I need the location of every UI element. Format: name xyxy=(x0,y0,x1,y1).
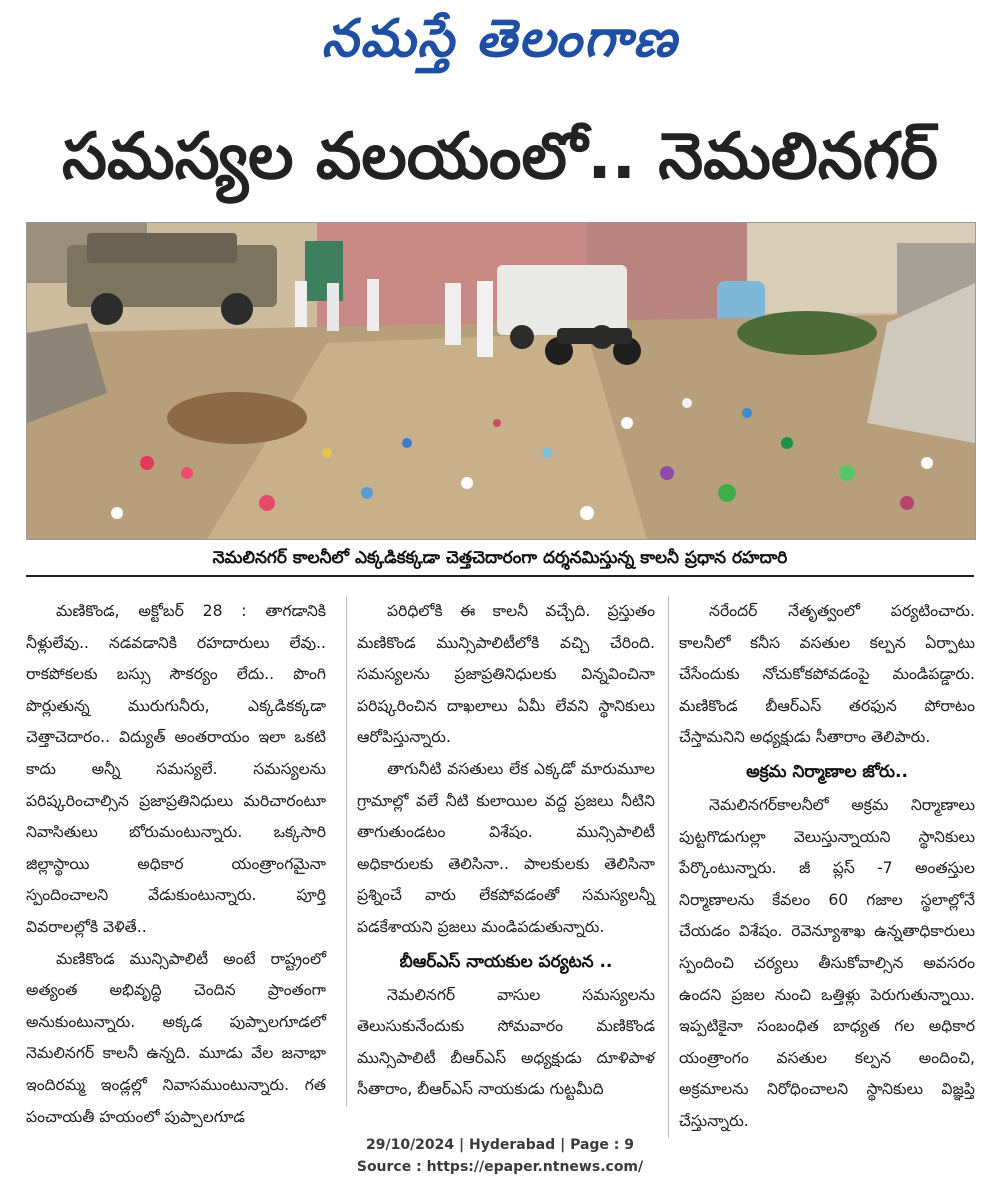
section-subheading: అక్రమ నిర్మాణాల జోరు.. xyxy=(746,761,908,782)
section-subheading: బీఆర్ఎస్ నాయకుల పర్యటన .. xyxy=(399,951,613,972)
article-paragraph: నెమలినగర్‌కాలనీలో అక్రమ నిర్మాణాలు పుట్టగొడుగుల్లా వెలుస్తున్నాయని స్థానికులు పేర్కొంటున్నారు. జీ ప్లస్ -7 అంతస్తుల నిర్మాణాలను కేవలం 60 గజాల స్థలాల్లోనే చేయడం విశేషం. రెవెన్యూశాఖ ఉన్నతాధికారులు స్పందించి చర్యలు తీసుకోవాల్సిన అవసరం ఉందని ప్రజల నుంచి ఒత్తిళ్లు పెరుగుతున్నాయి. ఇప్పటికైనా సంబంధిత బాధ్యత గల అధికార యంత్రాంగం వసతుల కల్పన అందించి, అక్రమాలను నిరోధించాలని స్థానికులు విజ్ఞప్తి చేస్తున్నారు. xyxy=(679,795,975,1130)
page-footer xyxy=(0,1134,1000,1178)
edition-info: 29/10/2024 | Hyderabad | Page : 9 xyxy=(365,1137,635,1153)
article-column-2 xyxy=(346,596,655,1106)
article-headline: సమస్యల వలయంలో.. నెమలినగర్ xyxy=(62,120,938,194)
photo-caption: నెమలినగర్ కాలనీలో ఎక్కడికక్కడా చెత్తచెదారంగా దర్శనమిస్తున్న కాలనీ ప్రధాన రహదారి xyxy=(26,541,974,577)
article-paragraph: మణికొండ, అక్టోబర్ 28 : తాగడానికి నీళ్లులేవు.. నడవడానికి రహదారులు లేవు.. రాకపోకలకు బస్సు సౌకర్యం లేదు.. పొంగి పొర్లుతున్న మురుగునీరు, ఎక్కడికక్కడా చెత్తాచెదారం.. విద్యుత్ అంతరాయం ఇలా ఒకటి కాదు అన్నీ సమస్యలే. సమస్యలను పరిష్కరించాల్సిన ప్రజాప్రతినిధులు మరిచారంటూ నివాసితులు బోరుమంటున్నారు. ఒక్కసారి జిల్లాస్థాయి అధికార యంత్రాంగమైనా స్పందించాలని వేడుకుంటున్నారు. పూర్తి వివరాలల్లోకి వెళితే.. xyxy=(26,602,326,936)
article-column-1 xyxy=(26,596,326,1133)
article-paragraph: నెమలినగర్ వాసుల సమస్యలను తెలుసుకునేందుకు సోమవారం మణికొండ మున్సిపాలిటీ బీఆర్ఎస్ అధ్యక్షుడు దూళిపాళ సీతారాం, బీఆర్ఎస్ నాయకుడు గుట్టమీది xyxy=(357,985,655,1099)
article-paragraph: నరేందర్ నేతృత్వంలో పర్యటించారు. కాలనీలో కనీస వసతుల కల్పన ఏర్పాటు చేసేందుకు నోచుకోకపోవడంపై మండిపడ్డారు. మణికొండ బీఆర్ఎస్ తరఫున పోరాటం చేస్తామనిని అధ్యక్షుడు సీతారాం తెలిపారు. xyxy=(679,602,975,747)
article-paragraph: తాగునీటి వసతులు లేక ఎక్కడో మారుమూల గ్రామాల్లో వలే నీటి కులాయిల వద్ద ప్రజలు నీటిని తాగుతుండటం విశేషం. మున్సిపాలిటీ అధికారులకు తెలిసినా.. పాలకులకు తెలిసినా ప్రశ్నించే వారు లేకపోవడంతో సమస్యలన్నీ పడకేశాయని ప్రజలు మండిపడుతున్నారు. xyxy=(357,759,655,936)
article-photo xyxy=(26,222,976,540)
newspaper-masthead: నమస్తే తెలంగాణ xyxy=(321,9,679,69)
article-paragraph: పరిధిలోకి ఈ కాలనీ వచ్చేది. ప్రస్తుతం మణికొండ మున్సిపాలిటీలోకి వచ్చి చేరింది. సమస్యలను ప్రజాప్రతినిధులకు విన్నవించినా పరిష్కరించిన దాఖలాలు ఏమీ లేవని స్థానికులు ఆరోపిస్తున్నారు. xyxy=(357,602,655,747)
garbage-street-photo xyxy=(27,223,975,539)
article-paragraph: మణికొండ మున్సిపాలిటీ అంటే రాష్ట్రంలో అత్యంత అభివృద్ధి చెందిన ప్రాంతంగా అనుకుంటున్నారు. అక్కడ పుప్పాలగూడలో నెమలినగర్ కాలనీ ఉన్నది. మూడు వేల జనాభా ఇందిరమ్మ ఇండ్లల్లో నివాసముంటున్నారు. గత పంచాయతీ హయంలో పుప్పాలగూడ xyxy=(26,949,326,1126)
source-link[interactable]: Source : https://epaper.ntnews.com/ xyxy=(356,1159,644,1175)
article-column-3 xyxy=(668,596,975,1138)
